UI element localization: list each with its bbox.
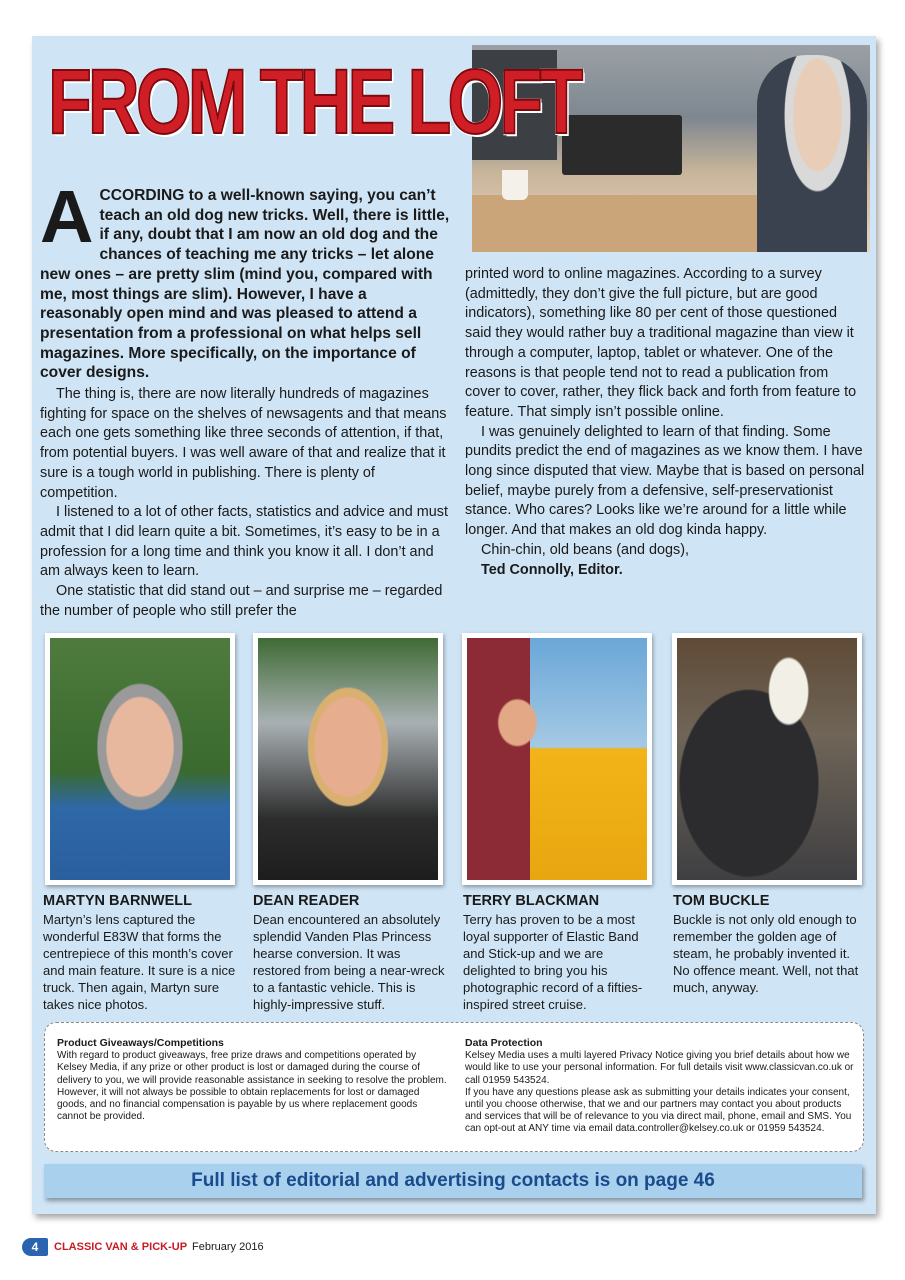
contributor-name: DEAN READER — [253, 893, 360, 909]
right-column — [465, 265, 867, 580]
contributor-photo — [672, 633, 862, 885]
contributor-bio — [43, 893, 239, 1013]
legal-notice-box — [44, 1022, 864, 1152]
contributor-photo — [45, 633, 235, 885]
intro-paragraph — [40, 175, 450, 383]
data-protection-heading: Data Protection — [465, 1037, 543, 1049]
intro-text: CCORDING to a well-known saying, you can’t teach an old dog new tricks. Well, there is little, if any, doubt that I am now an old dog and the chances of teaching me any tricks – let alone new ones – are pretty slim (mind you, compared with me, most things are slim). However, I have a reasonably open mind and was pleased to attend a presentation from a professional on what helps sell magazines. More specifically, on the importance of cover designs. — [40, 187, 450, 382]
contributor-text: Buckle is not only old enough to remember the golden age of steam, he probably invented it. No offence meant. Well, not that much, anyway. — [673, 912, 859, 995]
issue-date: February 2016 — [192, 1241, 264, 1253]
data-protection-notice — [465, 1037, 857, 1136]
contributor-photo — [253, 633, 443, 885]
contributor-text: Martyn’s lens captured the wonderful E83W that forms the centrepiece of this month’s cover and main feature. It sure is a nice truck. Then again, Martyn sure takes nice photos. — [43, 912, 236, 1012]
paragraph: The thing is, there are now literally hundreds of magazines fighting for space on the shelves of newsagents and that means each one gets something like three seconds of attention, if that, from potential buyers. I was well aware of that and realize that it sure is a tough world in publishing. There is plenty of competition. — [40, 386, 447, 501]
giveaways-notice — [57, 1037, 447, 1123]
contributor-name: TERRY BLACKMAN — [463, 893, 600, 909]
editor-signature: Ted Connolly, Editor. — [481, 561, 623, 578]
page-footer — [22, 1238, 264, 1256]
contributor-photos — [40, 633, 870, 885]
contributor-bio — [253, 893, 449, 1013]
contributor-bio — [673, 893, 869, 996]
giveaways-heading: Product Giveaways/Competitions — [57, 1037, 224, 1049]
paragraph: One statistic that did stand out – and surprise me – regarded the number of people who still prefer the — [40, 583, 443, 619]
data-protection-text: If you have any questions please ask as submitting your details indicates your consent, until you choose otherwise, that we and our partners may contact you about products and services that will be of relevance to you via direct mail, phone, email and SMS. You can opt-out at ANY time via email data.controller@kelsey.co.uk or 01959 543524. — [465, 1086, 852, 1135]
page-number: 4 — [22, 1238, 48, 1256]
paragraph: I was genuinely delighted to learn of that finding. Some pundits predict the end of magazines as we know them. I have long since disputed that view. Maybe that is based on personal belief, maybe purely from a defensive, self-preservationist stance. Who cares? Looks like we’re around for a little while longer. And that makes an old dog kinda happy. — [465, 423, 865, 539]
paragraph: I listened to a lot of other facts, statistics and advice and must admit that I did learn quite a bit. Sometimes, it’s easy to be in a profession for a long time and think you know it all. I don’t and am always keen to learn. — [40, 504, 448, 580]
page-title: FROM THE LOFT — [48, 51, 580, 153]
contributor-photo — [462, 633, 652, 885]
paragraph: Chin-chin, old beans (and dogs), — [481, 541, 689, 558]
left-column — [40, 385, 450, 621]
contacts-banner: Full list of editorial and advertising contacts is on page 46 — [44, 1164, 862, 1198]
dropcap: A — [40, 175, 94, 258]
data-protection-text: Kelsey Media uses a multi layered Privacy Notice giving you brief details about how we would like to use your personal information. For full details visit www.classicvan.co.uk or call 01959 543524. — [465, 1050, 854, 1086]
printer-shape — [562, 115, 682, 175]
editor-figure — [757, 55, 867, 252]
giveaways-text: With regard to product giveaways, free prize draws and competitions operated by Kelsey Media, if any prize or other product is lost or damaged during the course of delivery to you, we will provide reasonable assistance in seeking to resolve the problem. However, it will not always be possible to obtain replacements for lost or damaged goods, and no financial compensation is payable by us where replacement goods cannot be provided. — [57, 1050, 447, 1123]
contributor-name: TOM BUCKLE — [673, 893, 770, 909]
contributor-text: Terry has proven to be a most loyal supporter of Elastic Band and Stick-up and we are delighted to bring you his photographic record of a fifties-inspired street cruise. — [463, 912, 643, 1012]
contributor-bio — [463, 893, 659, 1013]
paragraph: printed word to online magazines. According to a survey (admittedly, they don’t give the full picture, but are good indicators), something like 80 per cent of those questioned said they would rather buy a traditional magazine than view it through a computer, laptop, tablet or whatever. One of the reasons is that people tend not to read a publication from cover to cover, rather, they flick back and forth from feature to feature. That simply isn’t possible online. — [465, 266, 857, 420]
desk-shape — [472, 195, 762, 252]
contributor-text: Dean encountered an absolutely splendid Vanden Plas Princess hearse conversion. It was restored from being a near-wreck to a fantastic vehicle. This is highly-impressive stuff. — [253, 912, 445, 1012]
magazine-name: CLASSIC VAN & PICK-UP — [54, 1241, 188, 1253]
mug-shape — [502, 170, 528, 200]
contributor-name: MARTYN BARNWELL — [43, 893, 193, 909]
